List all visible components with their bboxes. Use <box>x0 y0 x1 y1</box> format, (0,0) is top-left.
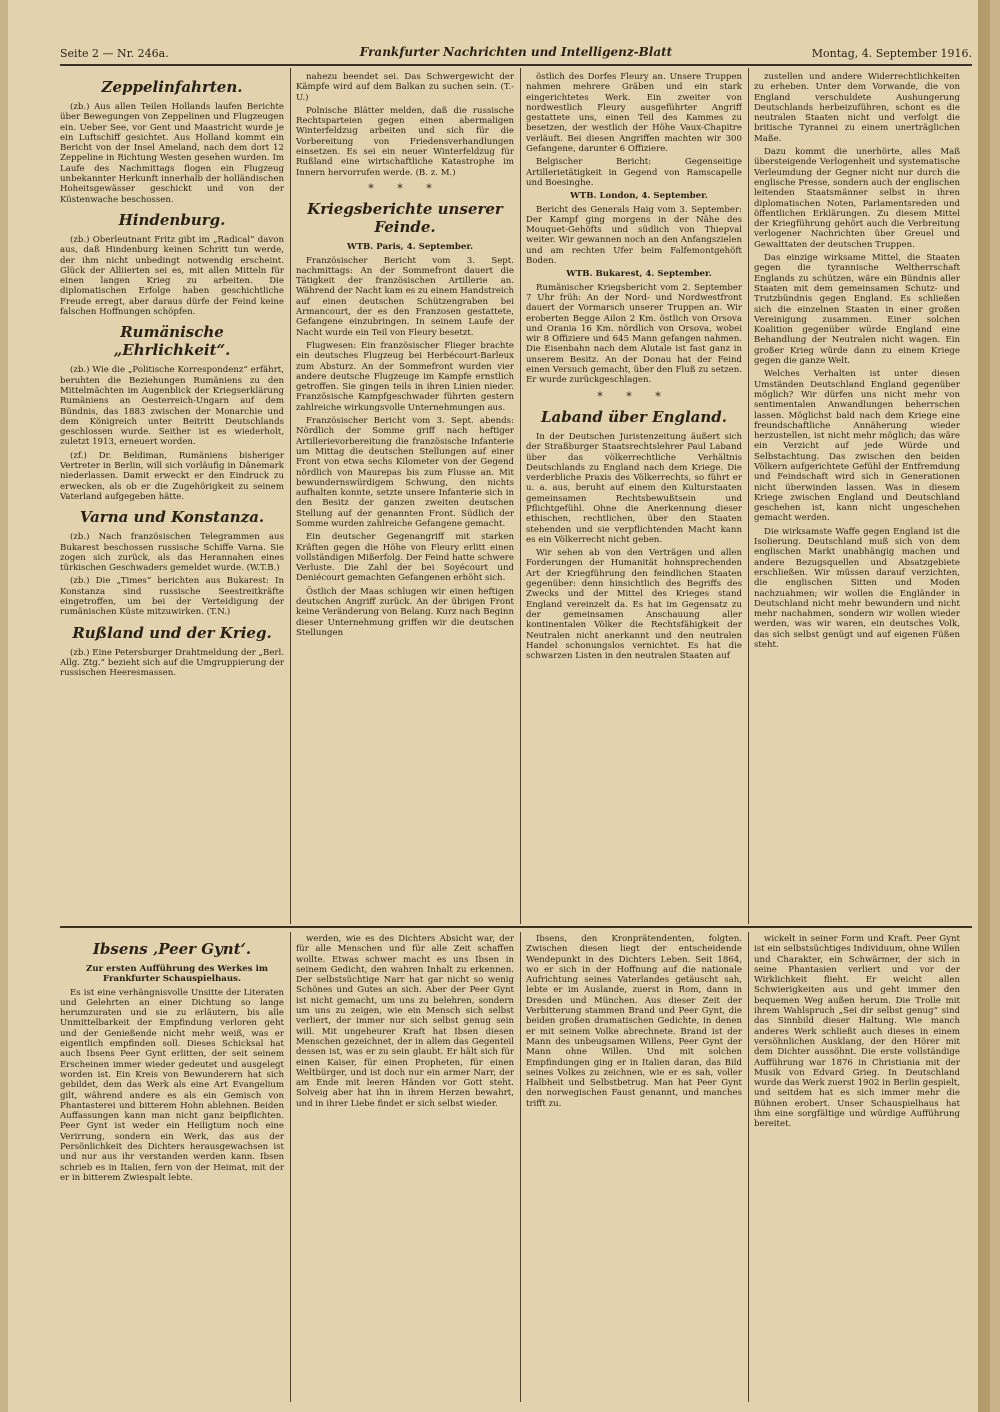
article-paragraph: (zb.) Nach französischen Telegrammen aus Bukarest beschossen russische Schiffe Varna. Sie zogen sich zurück, als das Herannahen eines türkischen Geschwaders gemeldet wurde. (W.T.B.) <box>60 532 284 574</box>
headline-rumaenische-ehrlichkeit: Rumänische „Ehrlichkeit“. <box>113 323 231 360</box>
page-header <box>60 44 972 66</box>
column-rule <box>520 68 521 924</box>
article-paragraph: (zb.) Wie die „Politische Korrespondenz“ erfährt, beruhten die Beziehungen Rumäniens zu den Mittelmächten im Augenblick der Kriegserklärung Rumäniens an Oesterreich-Ungarn auf dem Bündnis, das 1883 zwischen der Monarchie und dem Königreich unter Beitritt Deutschlands geschlossen wurde. Seither ist es wiederholt, zuletzt 1913, erneuert worden. <box>60 365 284 448</box>
article-paragraph: In der Deutschen Juristenzeitung äußert sich der Straßburger Staatsrechtslehrer Paul Laband über das völkerrechtliche Verhältnis Deutschlands zu England nach dem Kriege. Die verderbliche Praxis des Völkerrechts, so führt er u. a. aus, beruht auf einem den Kulturstaaten gemeinsamen Rechtsbewußtsein und Pflichtgefühl. Ohne die Anerkennung dieser ethischen, rechtlichen, über den Staaten stehenden und sie verpflichtenden Macht kann es ein Völkerrecht nicht geben. <box>526 431 742 545</box>
article-paragraph: Rumänischer Kriegsbericht vom 2. September 7 Uhr früh: An der Nord- und Nordwestfront dauert der Vormarsch unserer Truppen an. Wir eroberten Begge Ailon 2 Km. östlich von Orsova und Orania 16 Km. nördlich von Orsova, wobei wir 8 Offiziere und 645 Mann gefangen nahmen. Die Eisenbahn nach dem Alutale ist fast ganz in unserem Besitz. An der Donau hat der Feind einen Versuch gemacht, über den Fluß zu setzen. Er wurde zurückgeschlagen. <box>526 282 742 386</box>
article-paragraph: zustellen und andere Widerrechtlichkeiten zu erheben. Unter dem Vorwande, die von England verschuldete Aushungerung Deutschlands herbeizuführen, schont es die neutralen Staaten nicht und verfolgt die britische Tyrannei zu einem unerträglichen Maße. <box>754 72 960 144</box>
article-paragraph: (zb.) Aus allen Teilen Hollands laufen Berichte über Bewegungen von Zeppelinen und Flugzeugen ein. Ueber See, vor Gent und Maastricht wurde je ein Luftschiff gesichtet. Aus Holland kommt ein Bericht von der Insel Ameland, nach dem dort 12 Zeppeline in Richtung Westen gesehen wurden. Im Laufe des Nachmittags flogen ein Flugzeug unbekannter Herkunft innerhalb der holländischen Hoheitsgewässer geschickt und von der Küstenwache beschossen. <box>60 102 284 205</box>
feuilleton-column-4 <box>754 934 960 1402</box>
feuilleton-paragraph: Ibsens, den Kronprätendenten, folgten. Zwischen diesen liegt der entscheidende Wendepunkt in des Dichters Leben. Seit 1864, wo er sich in der Hoffnung auf die nationale Aufrichtung seines Vaterlandes getäuscht sah, lebte er im Auslande, zuerst in Rom, dann in Dresden und München. Aus dieser Zeit der Verbitterung stammen Brand und Peer Gynt, die beiden großen dramatischen Gedichte, in denen er mit seinem Volke abrechnete. Brand ist der Mann des unbeugsamen Willens, Peer Gynt der Mann ohne Willen. Und mit solchen Empfindungen ging er in Italien daran, das Bild seines Volkes zu zeichnen, wie er es sah, voller Halbheit und Selbstbetrug. Man hat Peer Gynt den norwegischen Faust genannt, und manches trifft zu. <box>526 934 742 1109</box>
headline-varna-konstanza: Varna und Konstanza. <box>79 508 265 527</box>
article-paragraph: (zb.) Oberleutnant Fritz gibt im „Radical“ davon aus, daß Hindenburg keinen Schritt tun werde, der ihm nicht unbedingt notwendig erscheint. Glück der Alliierten sei es, mit allen Mitteln für einen langen Krieg zu arbeiten. Die diplomatischen Erfolge haben geschichtliche Freude erregt, aber daraus dürfe der Feind keine falschen Hoffnungen schöpfen. <box>60 234 284 318</box>
feuilleton-title: Ibsens ‚Peer Gynt‘. <box>92 940 252 958</box>
feuilleton-paragraph: Es ist eine verhängnisvolle Unsitte der Literaten und Gelehrten an einer Dichtung so lange herumzuraten und sie zu erläutern, bis alle Unmittelbarkeit der Empfindung verloren geht und der Genießende nicht mehr weiß, was er eigentlich empfinden soll. Dieses Schicksal hat auch Ibsens Peer Gynt erlitten, der seit seinem Erscheinen immer wieder gedeutet und ausgelegt worden ist. Ein Kreis von Bewunderern hat sich gebildet, dem das Werk als eine Art Evangelium gilt, während andere es als ein Gemisch von Phantasterei und bitterem Hohn ablehnen. Beiden Auffassungen kann man nicht ganz beipflichten. Peer Gynt ist weder ein Heiligtum noch eine Verirrung, sondern ein Werk, das aus der Persönlichkeit des Dichters herausgewachsen ist und nur aus ihr verstanden werden kann. Ibsen schrieb es in Italien, fern von der Heimat, mit der er in bitterem Zwiespalt lebte. <box>60 987 284 1183</box>
column-3 <box>526 72 742 924</box>
article-paragraph: Wir sehen ab von den Verträgen und allen Forderungen der Humanität hohnsprechenden Art der Kriegführung den feindlichen Staaten gegenüber: denn hinsichtlich des Begriffs des Zwecks und der Mittel des Krieges stand England vereinzelt da. Es hat im Gegensatz zu der gemeinsamen Anschauung aller kontinentalen Völker die Rechtsfähigkeit der Neutralen nicht anerkannt und den neutralen Handel schonungslos vernichtet. Es hat die schwarzen Listen in den neutralen Staaten auf <box>526 548 742 662</box>
article-paragraph: Dazu kommt die unerhörte, alles Maß übersteigende Verlogenheit und systematische Verleumdung der Gegner nicht nur durch die englische Presse, sondern auch der englischen leitenden Staatsmänner selbst in ihren diplomatischen Noten, Parlamentsreden und öffentlichen Erklärungen. Zu diesem Mittel der Kriegführung gehört auch die Verbreitung verlogener Nachrichten über Greuel und Gewalttaten der deutschen Truppen. <box>754 147 960 250</box>
headline-zeppelinfahrten: Zeppelinfahrten. <box>101 78 243 96</box>
dateline: WTB. London, 4. September. <box>570 191 708 202</box>
headline-hindenburg: Hindenburg. <box>118 210 226 229</box>
article-paragraph: Französischer Bericht vom 3. Sept. abends: Nördlich der Somme griff nach heftiger Artillerievorbereitung die französische Infanterie um Mittag die deutschen Stellungen auf einer Front von etwa sechs Kilometer von der Gegend nördlich von Maurepas bis zum Flusse an. Mit bewundernswürdigem Schwung, den nichts aufhalten konnte, setzte unsere Infanterie sich in den Besitz der ganzen zweiten deutschen Stellung auf der genannten Front. Südlich der Somme wurden zahlreiche Gefangene gemacht. <box>296 416 514 529</box>
column-1 <box>60 72 284 924</box>
feuilleton-column-1 <box>60 934 284 1402</box>
article-paragraph: Polnische Blätter melden, daß die russische Rechtsparteien gegen einen abermaligen Winterfeldzug arbeiten und sich für die Vorbereitung von Friedensverhandlungen einsetzen. Es sei ein neuer Winterfeldzug für Rußland eine wirtschaftliche Katastrophe im Innern hervorrufen werde. (B. z. M.) <box>296 105 514 178</box>
column-rule <box>290 68 291 924</box>
article-paragraph: östlich des Dorfes Fleury an. Unsere Truppen nahmen mehrere Gräben und ein stark eingerichtetes Werk. Ein zweiter von nordwestlich Fleury ausgeführter Angriff gestattete uns, einen Teil des Kammes zu besetzen, der westlich der Höhe Vaux-Chapitre verläuft. Bei diesen Angriffen machten wir 300 Gefangene, darunter 6 Offiziere. <box>526 72 742 155</box>
page-number: Seite 2 — Nr. 246a. <box>60 47 169 60</box>
dateline: WTB. Paris, 4. September. <box>346 242 474 253</box>
article-paragraph: Flugwesen: Ein französischer Flieger brachte ein deutsches Flugzeug bei Herbécourt-Barleux zum Absturz. An der Sommefront wurden vier andere deutsche Flugzeuge im Kampfe ernstlich getroffen. Sie gingen teils in ihren Linien nieder. Französische Kampfgeschwader führten gestern zahlreiche wirkungsvolle Unternehmungen aus. <box>296 340 514 413</box>
article-paragraph: Die wirksamste Waffe gegen England ist die Isolierung. Deutschland muß sich von dem englischen Markt unabhängig machen und andere Bezugsquellen und Absatzgebiete erschließen. Wir müssen darauf verzichten, die englischen Sitten und Moden nachzuahmen; wir wollen die Engländer in Deutschland nicht mehr bewundern und nicht mehr nachahmen, sondern wir wollen wieder werden, was wir waren, ein deutsches Volk, das sich selbst genügt und auf eigenen Füßen steht. <box>754 526 960 651</box>
article-paragraph: Das einzige wirksame Mittel, die Staaten gegen die tyrannische Weltherrschaft Englands zu schützen, wäre ein Bündnis aller Staaten mit dem gemeinsamen Schutz- und Trutzbündnis gegen England. Es schließen sich die einzelnen Staaten in einer großen Vereinigung zusammen. Einer solchen Koalition gegenüber würde England eine Behandlung der Neutralen nicht wagen. Ein großer Krieg würde dann zu einem Kriege gegen die ganze Welt. <box>754 253 960 367</box>
feuilleton-column-2 <box>296 934 514 1402</box>
feuilleton-paragraph: werden, wie es des Dichters Absicht war, der für alle Menschen und für alle Zeit schaffen wollte. Etwas schwer macht es uns Ibsen in seinem Gedicht, den wahren Inhalt zu erkennen. Der selbstsüchtige Narr hat gar nicht so wenig Schönes und Gutes an sich. Aber der Peer Gynt ist nicht gemacht, um uns zu belehren, sondern um uns zu zeigen, wie ein Mensch sich selbst verliert, der immer nur sich selbst genug sein will. Mit ungeheurer Kraft hat Ibsen diesen Menschen gezeichnet, der in allem das Gegenteil dessen ist, was er zu sein glaubt. Er hält sich für einen Kaiser, für einen Propheten, für einen Weltbürger, und ist doch nur ein armer Narr, der am Ende mit leeren Händen vor Gott steht. Solveig aber hat ihn in ihrem Herzen bewahrt, und in ihrer Liebe findet er sich selbst wieder. <box>296 934 514 1109</box>
article-paragraph: Belgischer Bericht: Gegenseitige Artillerietätigkeit in Gegend von Ramscapelle und Boesinghe. <box>526 157 742 188</box>
article-paragraph: Ein deutscher Gegenangriff mit starken Kräften gegen die Höhe von Fleury erlitt einen vollständigen Mißerfolg. Der Feind hatte schwere Verluste. Die Zahl der bei Soyécourt und Deniécourt gemachten Gefangenen erhöht sich. <box>296 532 514 584</box>
column-4 <box>754 72 960 924</box>
section-stars: * * * <box>368 181 442 195</box>
feuilleton-column-3 <box>526 934 742 1402</box>
column-rule <box>520 932 521 1402</box>
article-paragraph: Französischer Bericht vom 3. Sept. nachmittags: An der Sommefront dauert die Tätigkeit der französischen Artillerie an. Während der Nacht kam es zu einem Handstreich auf einen deutschen Schützengraben bei Armancourt, der es den Franzosen gestattete, Gefangene einzubringen. In seinem Laufe der Nacht wurde ein Teil von Fleury besetzt. <box>296 255 514 338</box>
feuilleton-subtitle: Zur ersten Aufführung des Werkes im Frankfurter Schauspielhaus. <box>86 964 268 985</box>
headline-laband: Laband über England. <box>540 407 727 426</box>
feuilleton-rule <box>60 926 972 928</box>
article-paragraph: Östlich der Maas schlugen wir einen heftigen deutschen Angriff zurück. An der übrigen Front keine Veränderung von Belang. Kurz nach Beginn dieser Unternehmung griffen wir die deutschen Stellungen <box>296 586 514 638</box>
article-paragraph: (zf.) Dr. Beldiman, Rumäniens bisheriger Vertreter in Berlin, will sich vorläufig in Dänemark niederlassen. Damit erweckt er den Eindruck zu erwecken, als ob er die Zugehörigkeit zu seinem Vaterland aufgegeben hätte. <box>60 450 284 502</box>
feuilleton-paragraph: wickelt in seiner Form und Kraft. Peer Gynt ist ein selbstsüchtiges Individuum, ohne Willen und Charakter, ein Schwärmer, der sich in seine Phantasien verliert und vor der Wirklichkeit flieht. Er weicht allen Schwierigkeiten aus und geht immer den bequemen Weg außen herum. Die Trolle mit ihrem Wahlspruch „Sei dir selbst genug“ sind das Sinnbild dieser Haltung. Wie manch anderes Werk schließt auch dieses in einem versöhnlichen Ausklang, der den Hörer mit dem Dichter aussöhnt. Die erste vollständige Aufführung war 1876 in Christiania mit der Musik von Edvard Grieg. In Deutschland wurde das Werk zuerst 1902 in Berlin gespielt, und seitdem hat es sich immer mehr die Bühnen erobert. Unser Schauspielhaus hat ihm eine sorgfältige und würdige Aufführung bereitet. <box>754 934 960 1130</box>
newspaper-page <box>8 0 990 1412</box>
adjacent-page-edge <box>978 0 990 1412</box>
issue-date: Montag, 4. September 1916. <box>811 47 972 60</box>
article-paragraph: nahezu beendet sei. Das Schwergewicht der Kämpfe wird auf dem Balkan zu suchen sein. (T.-U.) <box>296 72 514 103</box>
article-paragraph: (zb.) Eine Petersburger Drahtmeldung der „Berl. Allg. Ztg.“ bezieht sich auf die Umgruppierung der russischen Heeresmassen. <box>60 647 284 679</box>
column-2 <box>296 72 514 924</box>
article-paragraph: Welches Verhalten ist unter diesen Umständen Deutschland England gegenüber möglich? Wir dürfen uns nicht mehr von sentimentalen Anwandlungen beherrschen lassen. Möglichst bald nach dem Kriege eine freundschaftliche Annäherung wieder herzustellen, ist nicht mehr möglich; das wäre ein Verzicht auf jede Würde und Selbstachtung. Das zwischen den beiden Völkern aufgerichtete Gefühl der Entfremdung und Feindschaft wird sich in Generationen nicht überwinden lassen. Was in diesem Kriege zwischen England und Deutschland geschehen ist, kann nicht ungeschehen gemacht werden. <box>754 369 960 524</box>
headline-russland-krieg: Rußland und der Krieg. <box>72 623 272 642</box>
column-rule <box>748 68 749 924</box>
column-rule <box>748 932 749 1402</box>
section-stars: * * * <box>597 389 671 403</box>
article-paragraph: Bericht des Generals Haig vom 3. September: Der Kampf ging morgens in der Nähe des Mouquet-Gehöfts und südlich von Thiepval weiter. Wir gewannen noch an den Anfangszielen und am rechten Ufer beim Falfemontgehöft Boden. <box>526 204 742 267</box>
masthead: Frankfurter Nachrichten und Intelligenz-Blatt <box>359 45 673 59</box>
article-paragraph: (zb.) Die „Times“ berichten aus Bukarest: In Konstanza sind russische Seestreitkräfte eingetroffen, um bei der Verteidigung der rumänischen Küste mitzuwirken. (T.N.) <box>60 576 284 618</box>
column-rule <box>290 932 291 1402</box>
dateline: WTB. Bukarest, 4. September. <box>566 269 712 280</box>
headline-kriegsberichte: Kriegsberichte unserer Feinde. <box>307 200 503 237</box>
